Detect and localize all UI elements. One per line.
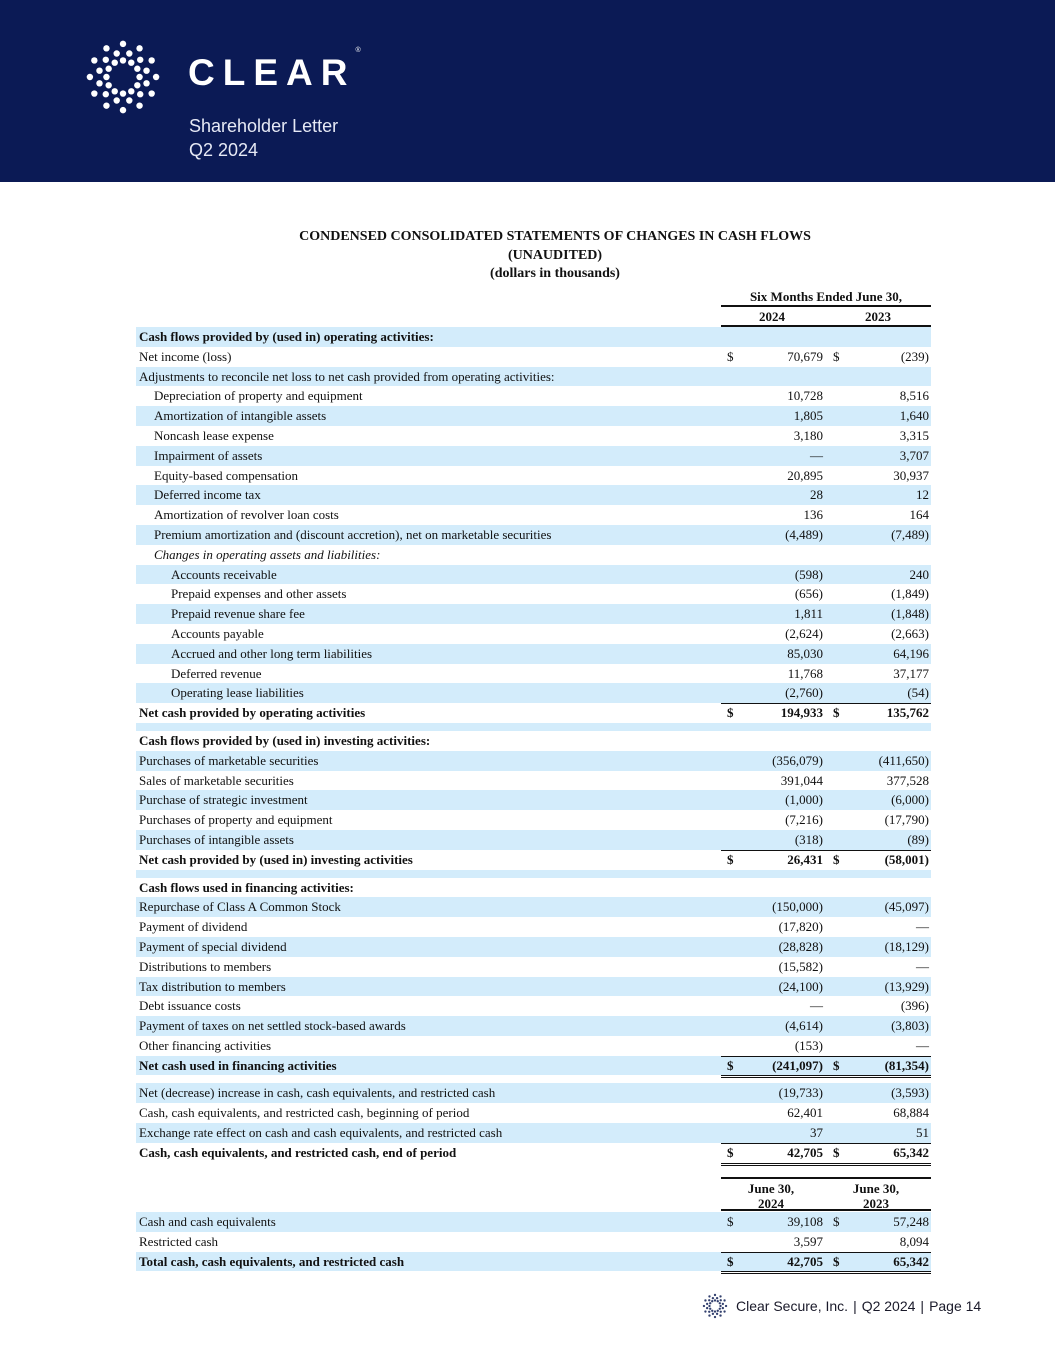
logo-dot xyxy=(714,1316,716,1318)
logo-dot xyxy=(714,1299,716,1301)
logo-dot xyxy=(709,1302,711,1304)
clear-logo-small-icon xyxy=(702,1293,728,1319)
table-row xyxy=(136,446,931,466)
value-2024: (2,624) xyxy=(785,625,823,641)
logo-dot xyxy=(720,1311,722,1313)
logo-dot xyxy=(723,1299,725,1301)
value-2023: (81,354) xyxy=(884,1057,929,1073)
logo-dot xyxy=(712,1297,714,1299)
row-label: Purchase of strategic investment xyxy=(139,792,308,808)
logo-dot xyxy=(120,41,126,47)
value-2024: 391,044 xyxy=(780,772,823,788)
value-2024: (150,000) xyxy=(772,899,823,915)
table-row xyxy=(136,1083,931,1103)
brand-wordmark xyxy=(188,46,361,94)
currency-symbol-2023: $ xyxy=(833,1214,840,1229)
row-label: Other financing activities xyxy=(139,1037,272,1053)
row-label: Restricted cash xyxy=(139,1233,219,1249)
subtotal-rule xyxy=(721,1143,931,1144)
value-2023: — xyxy=(916,919,929,935)
value-2023: 3,315 xyxy=(899,427,929,443)
table-row xyxy=(136,810,931,830)
subtotal-rule xyxy=(721,703,931,704)
value-2023: (58,001) xyxy=(884,851,929,867)
row-label: Payment of special dividend xyxy=(139,938,287,954)
logo-dot xyxy=(128,59,134,65)
logo-dot xyxy=(113,50,119,56)
value-2023: (1,848) xyxy=(891,606,929,622)
value-2024: 136 xyxy=(803,507,823,523)
year-2024-header: 2024 xyxy=(759,309,785,324)
value-2023: (396) xyxy=(900,998,929,1014)
value-2024: 10,728 xyxy=(787,388,823,404)
currency-symbol-2023: $ xyxy=(833,348,840,364)
value-2024: (7,216) xyxy=(785,812,823,828)
total-row xyxy=(136,1056,931,1076)
row-label: Noncash lease expense xyxy=(154,427,274,443)
logo-dot xyxy=(87,74,93,80)
value-2024: (28,828) xyxy=(778,938,823,954)
table-row xyxy=(136,347,931,367)
spacer-row xyxy=(136,870,931,878)
value-2024: (17,820) xyxy=(778,919,823,935)
logo-dot xyxy=(91,90,97,96)
footer-separator: | xyxy=(920,1298,925,1314)
table-row xyxy=(136,1123,931,1143)
section-heading-row xyxy=(136,367,931,387)
logo-dot xyxy=(716,1297,718,1299)
year-2023-header: 2023 xyxy=(865,309,891,324)
row-label: Deferred income tax xyxy=(154,487,261,503)
title-line-1: CONDENSED CONSOLIDATED STATEMENTS OF CHANGES IN CASH FLOWS xyxy=(299,229,811,244)
table-row xyxy=(136,683,931,703)
row-label: Deferred revenue xyxy=(171,665,262,681)
logo-dot xyxy=(706,1307,708,1309)
logo-dot xyxy=(709,1308,711,1310)
table-row xyxy=(136,1016,931,1036)
value-2023: (17,790) xyxy=(884,812,929,828)
currency-symbol-2024: $ xyxy=(727,705,734,721)
value-2023: (3,803) xyxy=(891,1018,929,1034)
value-2023: 51 xyxy=(916,1125,929,1141)
value-2024: 42,705 xyxy=(787,1144,823,1160)
table-row xyxy=(136,505,931,525)
logo-dot xyxy=(126,50,132,56)
total-row xyxy=(136,1252,931,1272)
subtotal-rule xyxy=(721,1056,931,1057)
double-underline-rule xyxy=(721,1163,931,1166)
row-label: Accounts payable xyxy=(171,625,264,641)
logo-dot xyxy=(105,82,111,88)
currency-symbol-2023: $ xyxy=(833,1144,840,1160)
row-label: Amortization of revolver loan costs xyxy=(154,507,339,523)
subtitle-document-type: Shareholder Letter xyxy=(189,116,339,136)
spacer-row xyxy=(136,723,931,731)
logo-dot xyxy=(717,1310,719,1312)
currency-symbol-2024: $ xyxy=(727,348,734,364)
table-row xyxy=(136,1103,931,1123)
footer-company: Clear Secure, Inc. xyxy=(736,1298,849,1314)
value-2023: 65,342 xyxy=(893,1144,929,1160)
row-label: Prepaid expenses and other assets xyxy=(171,586,347,602)
value-2023: 8,094 xyxy=(899,1233,929,1249)
recon-col-2023-line2: 2023 xyxy=(863,1195,889,1211)
value-2024: (15,582) xyxy=(778,958,823,974)
section-heading-row xyxy=(136,545,931,565)
value-2023: (13,929) xyxy=(884,978,929,994)
row-label: Purchases of marketable securities xyxy=(139,752,319,768)
value-2024: 62,401 xyxy=(787,1105,823,1121)
value-2023: (45,097) xyxy=(884,899,929,915)
value-2024: 85,030 xyxy=(787,645,823,661)
logo-dot xyxy=(148,57,154,63)
logo-dot xyxy=(96,80,102,86)
value-2023: 68,884 xyxy=(893,1105,929,1121)
row-label: Repurchase of Class A Common Stock xyxy=(139,899,341,915)
logo-dot xyxy=(137,91,143,97)
subtotal-rule xyxy=(721,1252,931,1253)
page-footer xyxy=(702,1291,981,1321)
row-label: Impairment of assets xyxy=(154,447,263,463)
logo-dot xyxy=(134,66,140,72)
logo-dot xyxy=(719,1302,721,1304)
currency-symbol-2024: $ xyxy=(727,1144,734,1160)
currency-symbol-2024: $ xyxy=(727,1057,734,1073)
value-2024: (1,000) xyxy=(785,792,823,808)
row-label: Purchases of property and equipment xyxy=(139,812,333,828)
value-2023: 57,248 xyxy=(893,1214,929,1229)
logo-dot xyxy=(708,1314,710,1316)
value-2023: 164 xyxy=(909,507,929,523)
value-2024: (356,079) xyxy=(772,752,823,768)
recon-col-2024-line2: 2024 xyxy=(758,1195,784,1211)
value-2023: (54) xyxy=(907,685,929,701)
logo-dot xyxy=(708,1311,710,1313)
logo-dot xyxy=(137,57,143,63)
table-row xyxy=(136,977,931,997)
table-row xyxy=(136,897,931,917)
statement-title xyxy=(130,228,980,284)
row-label: Purchases of intangible assets xyxy=(139,831,294,847)
table-row xyxy=(136,466,931,486)
value-2024: 26,431 xyxy=(787,851,823,867)
reconciliation-table xyxy=(136,1212,931,1271)
logo-dot xyxy=(708,1299,710,1301)
value-2023: — xyxy=(916,958,929,974)
value-2024: — xyxy=(810,998,823,1014)
logo-dot xyxy=(96,67,102,73)
table-row xyxy=(136,996,931,1016)
logo-dot xyxy=(725,1305,727,1307)
table-row xyxy=(136,790,931,810)
row-label: Net cash provided by (used in) investing activities xyxy=(139,851,413,867)
logo-dot xyxy=(143,67,149,73)
title-line-3: (dollars in thousands) xyxy=(490,266,620,281)
value-2024: (4,614) xyxy=(785,1018,823,1034)
logo-dot xyxy=(722,1303,724,1305)
value-2023: (89) xyxy=(907,831,929,847)
cash-flow-table xyxy=(136,327,931,1163)
recon-col-2023-line1: June 30, xyxy=(852,1181,900,1196)
value-2023: (7,489) xyxy=(891,526,929,542)
row-label: Cash flows provided by (used in) investing activities: xyxy=(139,732,431,748)
row-label: Adjustments to reconcile net loss to net cash provided from operating activities: xyxy=(139,368,555,384)
logo-dot xyxy=(712,1313,714,1315)
table-row xyxy=(136,957,931,977)
logo-dot xyxy=(720,1299,722,1301)
table-row xyxy=(136,1036,931,1056)
table-row xyxy=(136,751,931,771)
currency-symbol-2024: $ xyxy=(727,851,734,867)
registered-mark: ® xyxy=(355,46,361,54)
value-2023: 8,516 xyxy=(899,388,929,404)
value-2024: (241,097) xyxy=(772,1057,823,1073)
logo-dot xyxy=(103,102,109,108)
logo-dot xyxy=(153,74,159,80)
total-row xyxy=(136,1143,931,1163)
row-label: Premium amortization and (discount accretion), net on marketable securities xyxy=(154,526,552,542)
row-label: Tax distribution to members xyxy=(139,978,286,994)
footer-separator: | xyxy=(853,1298,857,1314)
value-2024: 1,811 xyxy=(794,606,823,622)
value-2024: 28 xyxy=(810,487,823,503)
value-2023: (2,663) xyxy=(891,625,929,641)
value-2024: 39,108 xyxy=(787,1214,823,1229)
logo-dot xyxy=(704,1299,706,1301)
currency-symbol-2023: $ xyxy=(833,1253,840,1269)
value-2023: (3,593) xyxy=(891,1085,929,1101)
value-2024: 20,895 xyxy=(787,467,823,483)
logo-dot xyxy=(703,1305,705,1307)
value-2023: (18,129) xyxy=(884,938,929,954)
logo-dot xyxy=(148,90,154,96)
currency-symbol-2023: $ xyxy=(833,1057,840,1073)
table-row xyxy=(136,664,931,684)
row-label: Cash flows provided by (used in) operating activities: xyxy=(139,329,434,344)
value-2023: (411,650) xyxy=(878,752,929,768)
table-row xyxy=(136,624,931,644)
table-row xyxy=(136,1212,931,1232)
logo-dot xyxy=(711,1310,713,1312)
clear-logo-icon xyxy=(84,40,162,114)
subtotal-rule xyxy=(721,850,931,851)
row-label: Accrued and other long term liabilities xyxy=(171,645,373,661)
table-row xyxy=(136,917,931,937)
value-2024: 70,679 xyxy=(787,348,823,364)
section-heading-row xyxy=(136,731,931,751)
logo-dot xyxy=(136,102,142,108)
value-2023: (239) xyxy=(900,348,929,364)
row-label: Accounts receivable xyxy=(171,566,277,582)
value-2023: 37,177 xyxy=(893,665,929,681)
value-2024: (598) xyxy=(794,566,823,582)
value-2024: (24,100) xyxy=(778,978,823,994)
value-2023: — xyxy=(916,1037,929,1053)
recon-col-2024-line1: June 30, xyxy=(747,1181,795,1196)
section-heading-row xyxy=(136,878,931,898)
table-row xyxy=(136,565,931,585)
reconciliation-column-header xyxy=(721,1177,931,1211)
value-2024: 42,705 xyxy=(787,1253,823,1269)
footer-quarter: Q2 2024 xyxy=(861,1298,916,1314)
value-2024: 37 xyxy=(810,1125,823,1141)
row-label: Debt issuance costs xyxy=(139,998,241,1014)
value-2023: (1,849) xyxy=(891,586,929,602)
row-label: Cash flows used in financing activities: xyxy=(139,879,354,895)
footer-page-number: Page 14 xyxy=(929,1298,982,1314)
table-row xyxy=(136,584,931,604)
logo-dot xyxy=(708,1305,710,1307)
value-2023: 65,342 xyxy=(893,1253,929,1269)
currency-symbol-2023: $ xyxy=(833,851,840,867)
logo-dot xyxy=(717,1300,719,1302)
table-row xyxy=(136,485,931,505)
row-label: Distributions to members xyxy=(139,958,272,974)
table-row xyxy=(136,386,931,406)
row-label: Cash and cash equivalents xyxy=(139,1214,276,1229)
total-row xyxy=(136,850,931,870)
logo-dot xyxy=(103,45,109,51)
logo-dot xyxy=(103,91,109,97)
table-row xyxy=(136,937,931,957)
logo-dot xyxy=(719,1295,721,1297)
logo-dot xyxy=(714,1310,716,1312)
logo-dot xyxy=(134,82,140,88)
logo-dot xyxy=(105,66,111,72)
row-label: Net cash provided by operating activities xyxy=(139,705,366,721)
row-label: Changes in operating assets and liabilities: xyxy=(154,546,381,562)
row-label: Exchange rate effect on cash and cash equivalents, and restricted cash xyxy=(139,1125,503,1141)
row-label: Sales of marketable securities xyxy=(139,772,294,788)
logo-dot xyxy=(103,57,109,63)
table-row xyxy=(136,771,931,791)
row-label: Prepaid revenue share fee xyxy=(171,606,305,622)
row-label: Payment of taxes on net settled stock-based awards xyxy=(139,1018,406,1034)
column-header xyxy=(721,287,931,327)
logo-dot xyxy=(719,1305,721,1307)
value-2023: 64,196 xyxy=(893,645,929,661)
logo-dot xyxy=(103,74,109,80)
section-heading-row xyxy=(136,327,931,347)
logo-dot xyxy=(716,1313,718,1315)
value-2023: 1,640 xyxy=(899,408,929,424)
logo-dot xyxy=(136,45,142,51)
logo-dot xyxy=(126,97,132,103)
logo-dot xyxy=(120,57,126,63)
value-2023: 377,528 xyxy=(886,772,929,788)
spacer-row xyxy=(136,1075,931,1083)
value-2024: (19,733) xyxy=(778,1085,823,1101)
page-header xyxy=(0,0,1055,182)
table-row xyxy=(136,525,931,545)
value-2023: 30,937 xyxy=(893,467,929,483)
value-2023: 135,762 xyxy=(886,705,929,721)
value-2024: (318) xyxy=(794,831,823,847)
row-label: Cash, cash equivalents, and restricted cash, end of period xyxy=(139,1144,457,1160)
table-row xyxy=(136,604,931,624)
value-2023: 240 xyxy=(909,566,929,582)
logo-dot xyxy=(711,1300,713,1302)
logo-dot xyxy=(704,1310,706,1312)
total-row xyxy=(136,703,931,723)
logo-dot xyxy=(706,1303,708,1305)
value-2024: (656) xyxy=(794,586,823,602)
table-row xyxy=(136,830,931,850)
table-row xyxy=(136,426,931,446)
logo-dot xyxy=(719,1308,721,1310)
row-label: Cash, cash equivalents, and restricted cash, beginning of period xyxy=(139,1105,470,1121)
value-2024: 11,768 xyxy=(787,665,823,681)
header-subtitle xyxy=(189,114,338,162)
value-2024: (4,489) xyxy=(785,526,823,542)
currency-symbol-2024: $ xyxy=(727,1214,734,1229)
period-label: Six Months Ended June 30, xyxy=(721,287,931,307)
year-headers xyxy=(721,307,931,327)
title-line-2: (UNAUDITED) xyxy=(507,247,603,263)
row-label: Depreciation of property and equipment xyxy=(154,388,363,404)
recon-col-2024 xyxy=(721,1182,821,1211)
logo-dot xyxy=(120,90,126,96)
value-2024: — xyxy=(810,447,823,463)
row-label: Net cash used in financing activities xyxy=(139,1057,337,1073)
currency-symbol-2024: $ xyxy=(727,1253,734,1269)
logo-dot xyxy=(113,97,119,103)
logo-dot xyxy=(719,1314,721,1316)
value-2023: 12 xyxy=(916,487,929,503)
logo-dot xyxy=(723,1310,725,1312)
row-label: Amortization of intangible assets xyxy=(154,408,327,424)
logo-dot xyxy=(714,1294,716,1296)
logo-dot xyxy=(112,59,118,65)
value-2024: 3,597 xyxy=(793,1233,823,1249)
recon-header-rule xyxy=(721,1209,931,1211)
logo-dot xyxy=(120,107,126,113)
currency-symbol-2023: $ xyxy=(833,705,840,721)
table-row xyxy=(136,1232,931,1252)
table-row xyxy=(136,644,931,664)
value-2024: (2,760) xyxy=(785,685,823,701)
value-2024: (153) xyxy=(794,1037,823,1053)
double-underline-rule xyxy=(721,1271,931,1274)
recon-col-2023 xyxy=(826,1182,926,1211)
subtitle-quarter: Q2 2024 xyxy=(189,140,259,160)
table-row xyxy=(136,406,931,426)
logo-dot xyxy=(722,1307,724,1309)
logo-dot xyxy=(708,1295,710,1297)
row-label: Payment of dividend xyxy=(139,919,248,935)
value-2023: 3,707 xyxy=(899,447,929,463)
value-2024: 3,180 xyxy=(793,427,823,443)
row-label: Net (decrease) increase in cash, cash equivalents, and restricted cash xyxy=(139,1085,496,1101)
logo-dot xyxy=(136,74,142,80)
row-label: Equity-based compensation xyxy=(154,467,299,483)
logo-dot xyxy=(91,57,97,63)
logo-dot xyxy=(143,80,149,86)
logo-dot xyxy=(112,88,118,94)
value-2023: (6,000) xyxy=(891,792,929,808)
logo-dot xyxy=(128,88,134,94)
value-2024: 194,933 xyxy=(780,705,823,721)
row-label: Total cash, cash equivalents, and restricted cash xyxy=(139,1253,405,1269)
row-label: Operating lease liabilities xyxy=(171,685,304,701)
value-2024: 1,805 xyxy=(793,408,823,424)
row-label: Net income (loss) xyxy=(139,348,232,364)
brand-name: CLEAR xyxy=(188,52,356,93)
